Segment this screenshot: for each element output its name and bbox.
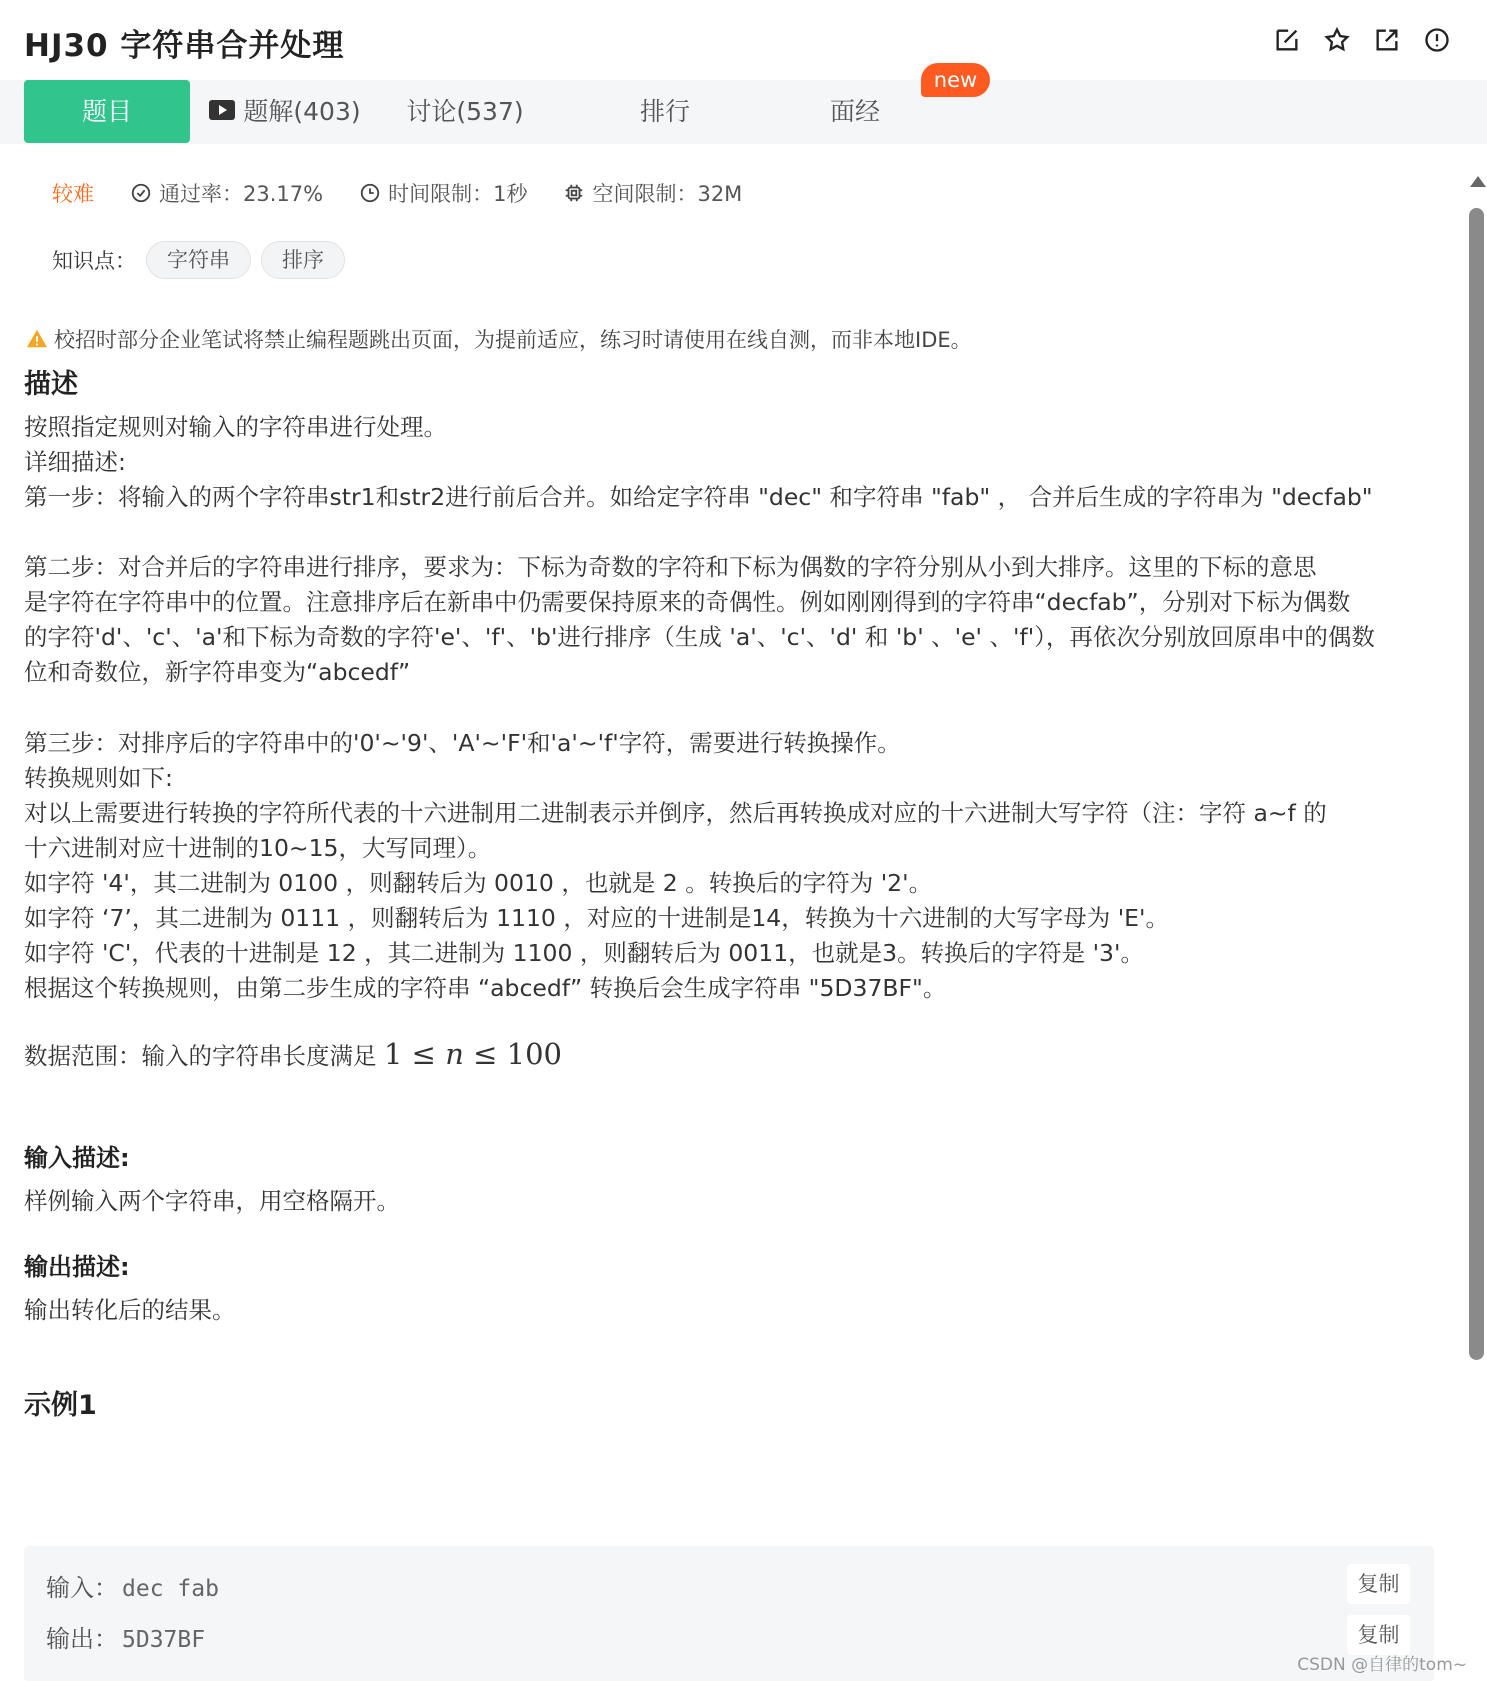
- example-box: [24, 1546, 1434, 1681]
- description-line: 位和奇数位，新字符串变为“abcedf”: [24, 658, 411, 686]
- description-line: 第一步：将输入的两个字符串str1和str2进行前后合并。如给定字符串 "dec" 和字符串 "fab" ， 合并后生成的字符串为 "decfab": [24, 483, 1373, 511]
- tags-label: 知识点：: [52, 249, 136, 273]
- video-icon: [209, 100, 235, 120]
- tab-interview[interactable]: [810, 80, 900, 144]
- example-input: [46, 1568, 219, 1603]
- description-line: 对以上需要进行转换的字符所代表的十六进制用二进制表示并倒序，然后再转换成对应的十六进制大写字符（注：字符 a~f 的: [24, 799, 1327, 827]
- example-input-value: dec fab: [122, 1576, 219, 1602]
- tag-sort[interactable]: 排序: [261, 241, 345, 279]
- description-line: 第三步：对排序后的字符串中的'0'~'9'、'A'~'F'和'a'~'f'字符，需要进行转换操作。: [24, 729, 901, 757]
- range-max: 100: [506, 1037, 562, 1071]
- description-line: 转换规则如下:: [24, 764, 173, 792]
- edit-icon[interactable]: [1273, 26, 1301, 54]
- tag-string[interactable]: 字符串: [146, 241, 251, 279]
- tab-solutions[interactable]: [205, 80, 365, 144]
- problem-title: HJ30 字符串合并处理: [24, 28, 345, 64]
- scroll-thumb[interactable]: [1469, 208, 1484, 1360]
- warning-text: 校招时部分企业笔试将禁止编程题跳出页面，为提前适应，练习时请使用在线自测，而非本地IDE。: [54, 328, 972, 352]
- range-leq: ≤: [473, 1037, 498, 1071]
- tab-label: 排行: [639, 97, 690, 126]
- description-line: 如字符 'C'，代表的十进制是 12 ，其二进制为 1100 ，则翻转后为 0011，也就是3。转换后的字符是 '3'。: [24, 939, 1144, 967]
- tab-label: 讨论(537): [406, 97, 524, 126]
- description-line: 详细描述:: [24, 448, 126, 476]
- pass-rate-text: 通过率：23.17%: [159, 182, 324, 206]
- problem-meta: [52, 176, 778, 210]
- description-line: 是字符在字符串中的位置。注意排序后在新串中仍需要保持原来的奇偶性。例如刚刚得到的字符串“decfab”，分别对下标为偶数: [24, 588, 1351, 616]
- tab-problem[interactable]: [24, 80, 190, 143]
- data-range: [24, 1036, 1424, 1076]
- tab-label: 面经: [829, 97, 880, 126]
- description-line: 按照指定规则对输入的字符串进行处理。: [24, 413, 447, 441]
- range-min: 1: [383, 1037, 403, 1071]
- description-line: 第二步：对合并后的字符串进行排序，要求为：下标为奇数的字符和下标为偶数的字符分别从小到大排序。这里的下标的意思: [24, 553, 1317, 581]
- description-line: 如字符 ‘7’，其二进制为 0111 ，则翻转后为 1110 ，对应的十进制是14，转换为十六进制的大写字母为 'E'。: [24, 904, 1169, 932]
- input-heading: 输入描述:: [24, 1144, 130, 1172]
- tab-discussion[interactable]: [405, 80, 525, 144]
- example-output-value: 5D37BF: [122, 1627, 206, 1653]
- clock-icon: [359, 182, 381, 204]
- range-var: n: [445, 1037, 464, 1071]
- warning-notice: [26, 324, 972, 354]
- header-actions: [1273, 26, 1451, 54]
- description-line: 十六进制对应十进制的10~15，大写同理）。: [24, 834, 492, 862]
- report-icon[interactable]: [1423, 26, 1451, 54]
- watermark: CSDN @自律的tom~: [1297, 1655, 1467, 1675]
- problem-header: [0, 0, 1487, 80]
- copy-output-button[interactable]: 复制: [1347, 1615, 1410, 1655]
- description-line: 根据这个转换规则，由第二步生成的字符串 “abcedf” 转换后会生成字符串 "5D37BF"。: [24, 974, 947, 1002]
- time-limit: [359, 178, 527, 208]
- example-heading: 示例1: [24, 1390, 97, 1421]
- share-icon[interactable]: [1373, 26, 1401, 54]
- copy-input-button[interactable]: 复制: [1347, 1564, 1410, 1604]
- data-range-prefix: 数据范围：输入的字符串长度满足: [24, 1042, 384, 1070]
- tab-bar: [0, 80, 1487, 144]
- star-icon[interactable]: [1323, 26, 1351, 54]
- check-circle-icon: [130, 182, 152, 204]
- warning-icon: [26, 328, 48, 350]
- range-leq: ≤: [411, 1037, 436, 1071]
- description-line: 的字符'd'、'c'、'a'和下标为奇数的字符'e'、'f'、'b'进行排序（生成 'a'、'c'、'd' 和 'b' 、'e' 、'f'），再依次分别放回原串中的偶数: [24, 623, 1375, 651]
- pass-rate: [130, 178, 323, 208]
- tab-label: 题解(403): [243, 97, 361, 126]
- description-heading: 描述: [24, 369, 78, 400]
- memory-limit-text: 空间限制：32M: [592, 182, 743, 206]
- chip-icon: [563, 182, 585, 204]
- scrollbar[interactable]: [1466, 168, 1487, 1681]
- example-output-label: 输出：: [46, 1625, 118, 1653]
- time-limit-text: 时间限制：1秒: [388, 182, 528, 206]
- difficulty-label: 较难: [52, 182, 94, 206]
- output-description: 输出转化后的结果。: [24, 1296, 236, 1324]
- data-range-formula: [384, 1037, 562, 1071]
- scroll-up-arrow-icon[interactable]: [1470, 176, 1486, 187]
- output-heading: 输出描述:: [24, 1253, 130, 1281]
- example-input-label: 输入：: [46, 1574, 118, 1602]
- knowledge-tags: [52, 241, 345, 279]
- memory-limit: [563, 178, 742, 208]
- example-output: [46, 1619, 205, 1654]
- input-description: 样例输入两个字符串，用空格隔开。: [24, 1187, 400, 1215]
- tab-label: 题目: [81, 97, 132, 126]
- tab-ranking[interactable]: [620, 80, 710, 144]
- description-line: 如字符 '4'，其二进制为 0100 ，则翻转后为 0010 ，也就是 2 。转换后的字符为 '2'。: [24, 869, 933, 897]
- new-badge: new: [921, 63, 990, 97]
